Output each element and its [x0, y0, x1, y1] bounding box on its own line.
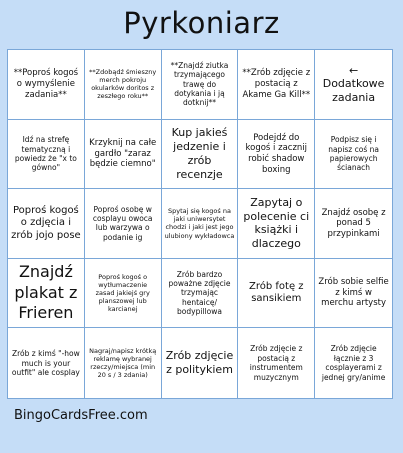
bingo-cell-7[interactable]: Krzyknij na całe gardło "zaraz będzie ciemno"	[85, 120, 162, 190]
bingo-cell-21[interactable]: Zrób z kimś "-how much is your outfit" ale cosplay	[8, 328, 85, 398]
bingo-cell-15[interactable]: Znajdź osobę z ponad 5 przypinkami	[315, 189, 392, 259]
bingo-cell-14[interactable]: Zapytaj o polecenie ci książki i dlaczego	[238, 189, 315, 259]
bingo-cell-2[interactable]: **Zdobądź śmieszny merch pokroju okularków doritos z zeszłego roku**	[85, 50, 162, 120]
bingo-cell-10[interactable]: Podpisz się i napisz coś na papierowych ścianach	[315, 120, 392, 190]
card-title: Pyrkoniarz	[123, 6, 280, 40]
bingo-cell-6[interactable]: Idź na strefę tematyczną i powiedz że "x to gówno"	[8, 120, 85, 190]
bingo-cell-17[interactable]: Poproś kogoś o wytłumaczenie zasad jakiejś gry planszowej lub karcianej	[85, 259, 162, 329]
bingo-grid	[7, 49, 393, 399]
bingo-cell-12[interactable]: Poproś osobę w cosplayu owoca lub warzywa o podanie ig	[85, 189, 162, 259]
bingo-cell-1[interactable]: **Poproś kogoś o wymyślenie zadania**	[8, 50, 85, 120]
bingo-cell-18[interactable]: Zrób bardzo poważne zdjęcie trzymając hentaicę/ bodypillowa	[162, 259, 239, 329]
bingo-cell-13[interactable]: Spytaj się kogoś na jaki uniwersytet chodzi i jaki jest jego ulubiony wykładowca	[162, 189, 239, 259]
bingo-cell-3[interactable]: **Znajdź ziutka trzymającego trawę do dotykania i ją dotknij**	[162, 50, 239, 120]
bingo-cell-16[interactable]: Znajdź plakat z Frieren	[8, 259, 85, 329]
bingo-cell-4[interactable]: **Zrób zdjęcie z postacią z Akame Ga Kill**	[238, 50, 315, 120]
footer-brand: BingoCardsFree.com	[14, 408, 148, 423]
bingo-cell-23[interactable]: Zrób zdjęcie z politykiem	[162, 328, 239, 398]
bingo-cell-19[interactable]: Zrób fotę z sansikiem	[238, 259, 315, 329]
bingo-cell-25[interactable]: Zrób zdjęcie łącznie z 3 cosplayerami z jednej gry/anime	[321, 344, 386, 382]
bingo-cell-20[interactable]: Zrób sobie selfie z kimś w merchu artysty	[315, 259, 392, 329]
bingo-cell-5[interactable]: ← Dodatkowe zadania	[315, 50, 392, 120]
bingo-cell-8[interactable]: Kup jakieś jedzenie i zrób recenzje	[162, 120, 239, 190]
bingo-cell-9[interactable]: Podejdź do kogoś i zacznij robić shadow boxing	[238, 120, 315, 190]
bingo-cell-11[interactable]: Poproś kogoś o zdjęcia i zrób jojo pose	[8, 189, 85, 259]
bingo-cell-24[interactable]: Zrób zdjęcie z postacią z instrumentem muzycznym	[238, 328, 315, 398]
bingo-cell-22[interactable]: Nagraj/napisz krótką reklamę wybranej rzeczy/miejsca (min 20 s / 3 zdania)	[85, 328, 162, 398]
